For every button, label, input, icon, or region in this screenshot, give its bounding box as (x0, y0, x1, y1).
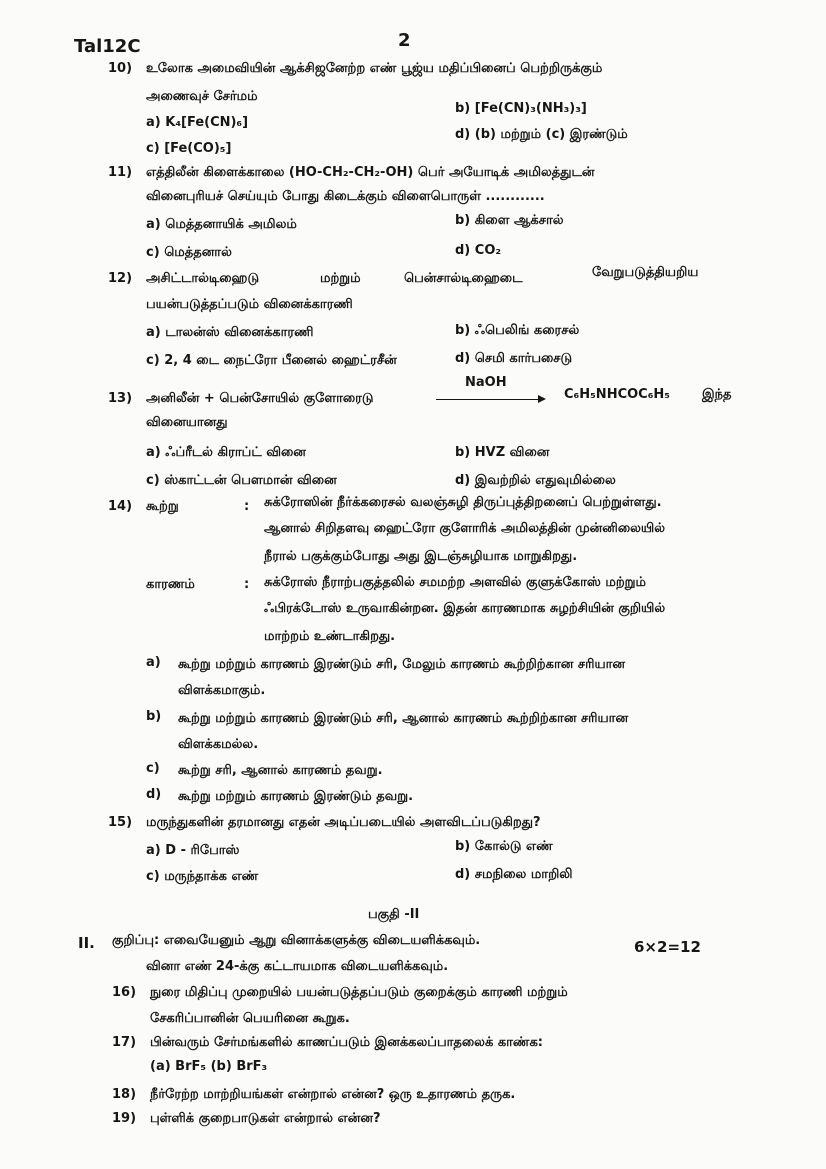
q13-reactants: அனிலீன் + பென்சோயில் குளோரைடு (146, 391, 374, 406)
q12-option-b: b) ஃபெலிங் கரைசல் (455, 323, 580, 338)
q11-text-line1: எத்திலீன் கிளைக்காலை (HO-CH₂-CH₂-OH) பெர் அயோடிக் அமிலத்துடன் (146, 165, 595, 180)
q14-option-b-label: b) (146, 709, 162, 724)
q10-option-c: c) [Fe(CO)₅] (146, 141, 232, 156)
q12-text-line1-b: மற்றும் (320, 271, 361, 286)
q14-number: 14) (108, 499, 133, 514)
q15-text-line1: மருந்துகளின் தரமானது எதன் அடிப்படையில் அளவிடப்படுகிறது? (146, 815, 541, 830)
q11-option-d: d) CO₂ (455, 243, 502, 258)
q17-line2: (a) BrF₅ (b) BrF₃ (150, 1059, 268, 1074)
q19-line1: புள்ளிக் குறைபாடுகள் என்றால் என்ன? (150, 1111, 381, 1126)
q14-option-d-label: d) (146, 787, 162, 802)
q14-option-c-line1: கூற்று சரி, ஆனால் காரணம் தவறு. (178, 763, 383, 778)
q15-option-d: d) சமநிலை மாறிலி (455, 867, 573, 882)
part2-heading: பகுதி -II (368, 907, 420, 922)
part2-note-line1: குறிப்பு: எவையேனும் ஆறு வினாக்களுக்கு விடையளிக்கவும். (112, 933, 481, 948)
q12-option-c: c) 2, 4 டை நைட்ரோ பீனைல் ஹைட்ரசீன் (146, 353, 397, 368)
q11-option-a: a) மெத்தனாயிக் அமிலம் (146, 217, 297, 232)
q14-option-a-line1: கூற்று மற்றும் காரணம் இரண்டும் சரி, மேலும் காரணம் கூற்றிற்கான சரியான (178, 657, 625, 672)
q13-number: 13) (108, 391, 133, 406)
q12-text-line1-c: பென்சால்டிஹைடை (404, 271, 523, 286)
q13-reagent: NaOH (465, 375, 507, 390)
q16-number: 16) (112, 985, 137, 1000)
assertion-line3: நீரால் பகுக்கும்போது அது இடஞ்சுழியாக மாறுகிறது. (264, 549, 578, 564)
reaction-arrow-icon (436, 399, 544, 400)
reason-colon: : (244, 577, 250, 592)
q11-option-c: c) மெத்தனால் (146, 245, 232, 260)
q14-option-c-label: c) (146, 761, 160, 776)
part2-marks: 6×2=12 (634, 938, 701, 956)
q14-option-a-line2: விளக்கமாகும். (178, 683, 266, 698)
q13-text-end: இந்த (702, 387, 732, 402)
q12-text-line1-d: வேறுபடுத்தியறிய (592, 265, 699, 280)
q18-line1: நீர்ரேற்ற மாற்றியங்கள் என்றால் என்ன? ஒரு உதாரணம் தருக. (150, 1087, 516, 1102)
q10-option-b: b) [Fe(CN)₃(NH₃)₃] (455, 101, 587, 116)
q14-option-a-label: a) (146, 655, 161, 670)
q17-line1: பின்வரும் சேர்மங்களில் காணப்படும் இனக்கலப்பாதலைக் காண்க: (150, 1035, 543, 1050)
q10-option-d: d) (b) மற்றும் (c) இரண்டும் (455, 127, 628, 142)
q13-option-b: b) HVZ வினை (455, 445, 550, 460)
q11-number: 11) (108, 165, 133, 180)
q10-text-line1: உலோக அமைவியின் ஆக்சிஜனேற்ற எண் பூஜ்ய மதிப்பினைப் பெற்றிருக்கும் (146, 61, 603, 76)
part2-roman: II. (78, 934, 95, 952)
q18-number: 18) (112, 1087, 137, 1102)
q10-number: 10) (108, 61, 133, 76)
assertion-colon: : (244, 499, 250, 514)
q12-option-d: d) செமி கார்பசைடு (455, 351, 573, 366)
q12-option-a: a) டாலன்ஸ் வினைக்காரணி (146, 325, 314, 340)
q16-line1: நுரை மிதிப்பு முறையில் பயன்படுத்தப்படும் குறைக்கும் காரணி மற்றும் (150, 985, 568, 1000)
q13-option-d: d) இவற்றில் எதுவுமில்லை (455, 473, 616, 488)
assertion-line1: சுக்ரோஸின் நீர்க்கரைசல் வலஞ்சுழி திருப்புத்திறனைப் பெற்றுள்ளது. (264, 495, 662, 510)
page-number: 2 (398, 30, 411, 51)
q11-option-b: b) கிளை ஆக்சால் (455, 213, 564, 228)
q12-text-line1-a: அசிட்டால்டிஹைடு (146, 271, 260, 286)
q13-option-a: a) ஃப்ரீடல் கிராப்ட் வினை (146, 445, 306, 460)
q15-number: 15) (108, 815, 133, 830)
q17-number: 17) (112, 1035, 137, 1050)
q13-product: C₆H₅NHCOC₆H₅ (564, 387, 670, 402)
paper-code: Tal12C (74, 36, 141, 57)
assertion-line2: ஆனால் சிறிதளவு ஹைட்ரோ குளோரிக் அமிலத்தின் முன்னிலையில் (264, 521, 666, 536)
q14-option-d-line1: கூற்று மற்றும் காரணம் இரண்டும் தவறு. (178, 789, 414, 804)
q15-option-a: a) D - ரிபோஸ் (146, 843, 240, 858)
q13-text-line2: வினையானது (146, 415, 228, 430)
q13-option-c: c) ஸ்காட்டன் பௌமான் வினை (146, 473, 337, 488)
q10-text-line2: அணைவுச் சேர்மம் (146, 89, 258, 104)
assertion-label: கூற்று (146, 499, 179, 514)
q19-number: 19) (112, 1111, 137, 1126)
q16-line2: சேகரிப்பானின் பெயரினை கூறுக. (150, 1011, 350, 1026)
q15-option-c: c) மருந்தாக்க எண் (146, 869, 259, 884)
reason-line2: ஃபிரக்டோஸ் உருவாகின்றன. இதன் காரணமாக சுழற்சியின் குறியில் (264, 601, 666, 616)
reason-label: காரணம் (146, 577, 195, 592)
reason-line1: சுக்ரோஸ் நீராற்பகுத்தலில் சமமற்ற அளவில் குளுக்கோஸ் மற்றும் (264, 575, 647, 590)
part2-note-line2: வினா எண் 24-க்கு கட்டாயமாக விடையளிக்கவும். (146, 959, 449, 974)
q14-option-b-line1: கூற்று மற்றும் காரணம் இரண்டும் சரி, ஆனால் காரணம் கூற்றிற்கான சரியான (178, 711, 629, 726)
q14-option-b-line2: விளக்கமல்ல. (178, 737, 259, 752)
q11-text-line2: வினைபுரியச் செய்யும் போது கிடைக்கும் விளைபொருள் ............ (146, 189, 545, 204)
reason-line3: மாற்றம் உண்டாகிறது. (264, 629, 396, 644)
q10-option-a: a) K₄[Fe(CN)₆] (146, 115, 249, 130)
q15-option-b: b) கோல்டு எண் (455, 839, 553, 854)
q12-number: 12) (108, 271, 133, 286)
q12-text-line2: பயன்படுத்தப்படும் வினைக்காரணி (146, 297, 353, 312)
